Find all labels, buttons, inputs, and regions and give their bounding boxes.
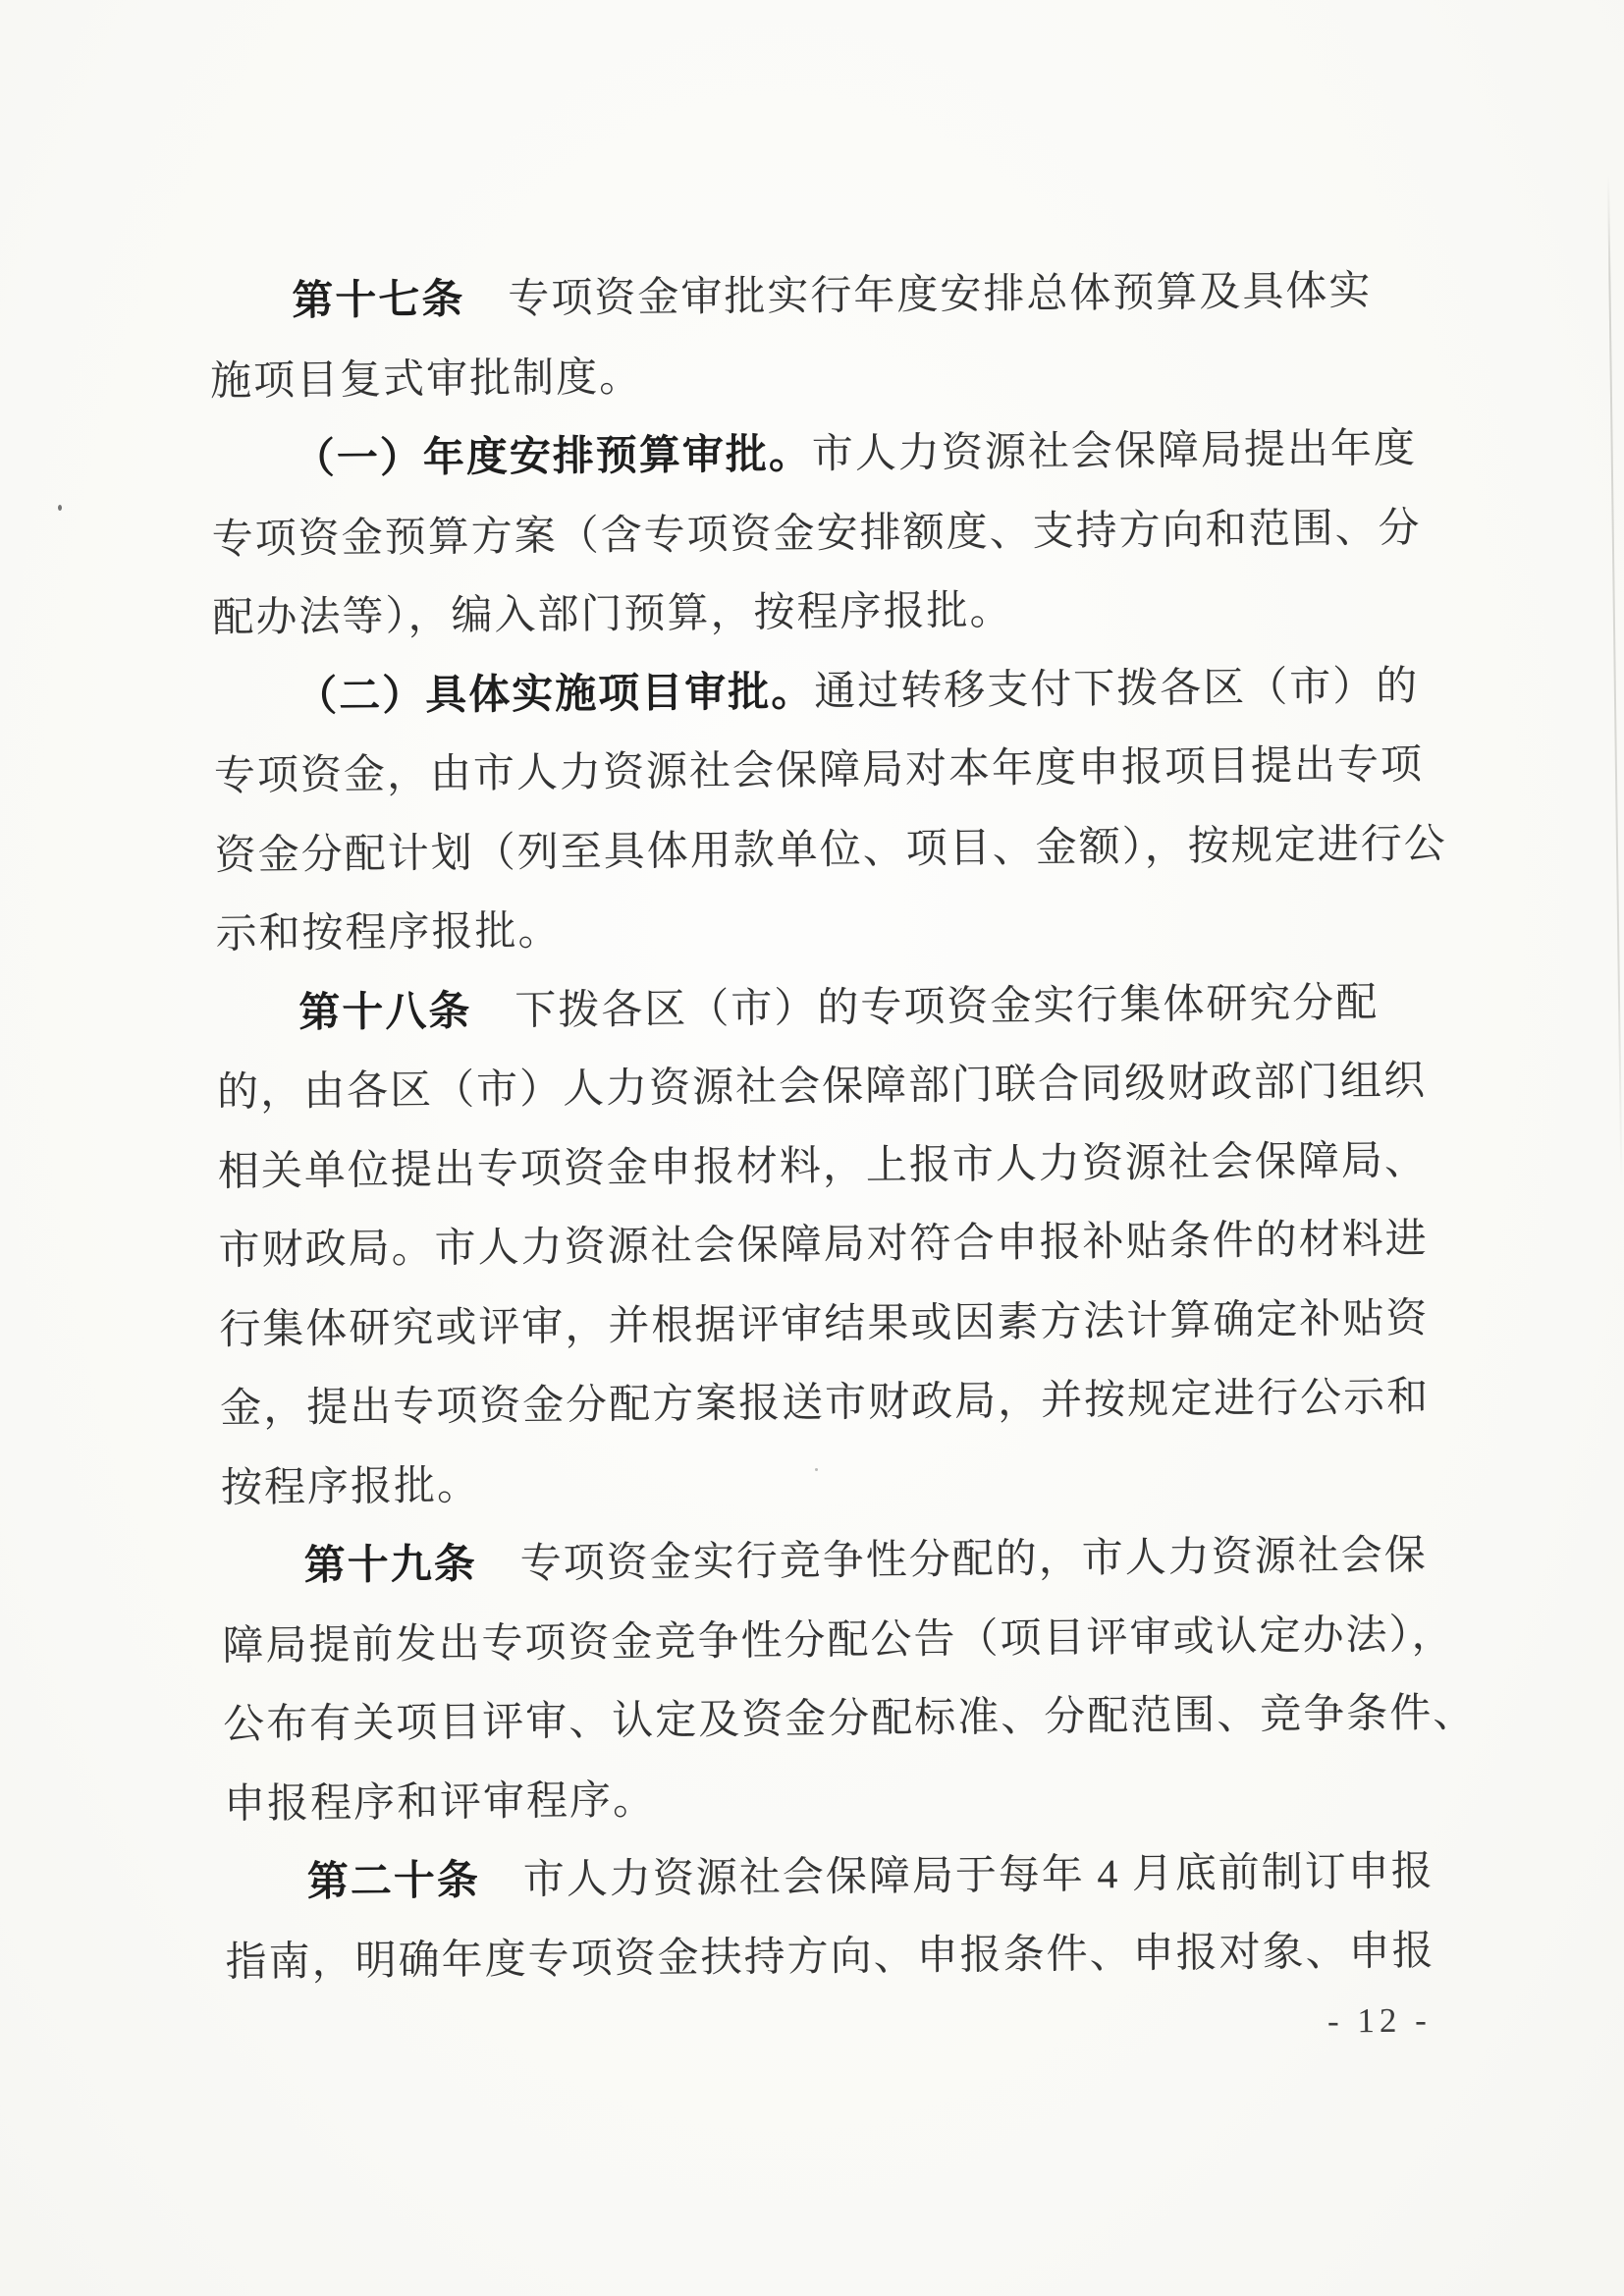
text-line: 施项目复式审批制度。	[209, 355, 643, 405]
text-line: 金，提出专项资金分配方案报送市财政局，并按规定进行公示和	[219, 1375, 1431, 1432]
text-line: 资金分配计划（列至具体用款单位、项目、金额），按规定进行公	[214, 821, 1447, 879]
text-line: （一）年度安排预算审批。市人力资源社会保障局提出年度	[293, 426, 1418, 483]
clause-heading: （一）年度安排预算审批。	[293, 432, 813, 483]
ink-speck	[815, 1468, 818, 1471]
text-line: 障局提前发出专项资金竞争性分配公告（项目评审或认定办法），	[222, 1612, 1455, 1669]
text-line: 配办法等），编入部门预算，按程序报批。	[212, 588, 1013, 641]
clause-heading: 第十九条	[303, 1542, 477, 1590]
text-line: 专项资金，由市人力资源社会保障局对本年度申报项目提出专项	[213, 742, 1425, 799]
clause-heading: 第十八条	[298, 988, 472, 1036]
text-line: 第十八条 下拨各区（市）的专项资金实行集体研究分配	[298, 980, 1380, 1036]
text-line: 专项资金预算方案（含专项资金安排额度、支持方向和范围、分	[211, 505, 1422, 563]
text-line: 公布有关项目评审、认定及资金分配标准、分配范围、竞争条件、	[223, 1690, 1477, 1748]
text-line: 第十九条 专项资金实行竞争性分配的，市人力资源社会保	[303, 1533, 1428, 1590]
clause-heading: 第十七条	[292, 277, 465, 325]
text-line: 相关单位提出专项资金申报材料，上报市人力资源社会保障局、	[217, 1137, 1429, 1195]
clause-heading: 第二十条	[306, 1858, 481, 1906]
document-body	[209, 251, 1477, 2002]
text-line: 第十七条 专项资金审批实行年度安排总体预算及具体实	[292, 268, 1373, 325]
text-line: 的，由各区（市）人力资源社会保障部门联合同级财政部门组织	[216, 1059, 1428, 1116]
text-line: 第二十条 市人力资源社会保障局于每年 4 月底前制订申报	[306, 1849, 1435, 1906]
text-line: 指南，明确年度专项资金扶持方向、申报条件、申报对象、申报	[225, 1928, 1435, 1986]
text-line: 示和按程序报批。	[215, 908, 562, 957]
text-line: 行集体研究或评审，并根据评审结果或因素方法计算确定补贴资	[219, 1295, 1430, 1353]
scan-edge-artifact	[1607, 175, 1622, 1186]
text-line: 申报程序和评审程序。	[223, 1777, 657, 1828]
text-line: 市财政局。市人力资源社会保障局对符合申报补贴条件的材料进	[218, 1217, 1429, 1274]
text-line: （二）具体实施项目审批。通过转移支付下拨各区（市）的	[296, 663, 1420, 720]
ink-speck	[58, 505, 62, 511]
clause-heading: （二）具体实施项目审批。	[296, 669, 815, 720]
page-number: - 12 -	[1326, 2000, 1433, 2041]
text-line: 按程序报批。	[220, 1462, 481, 1511]
